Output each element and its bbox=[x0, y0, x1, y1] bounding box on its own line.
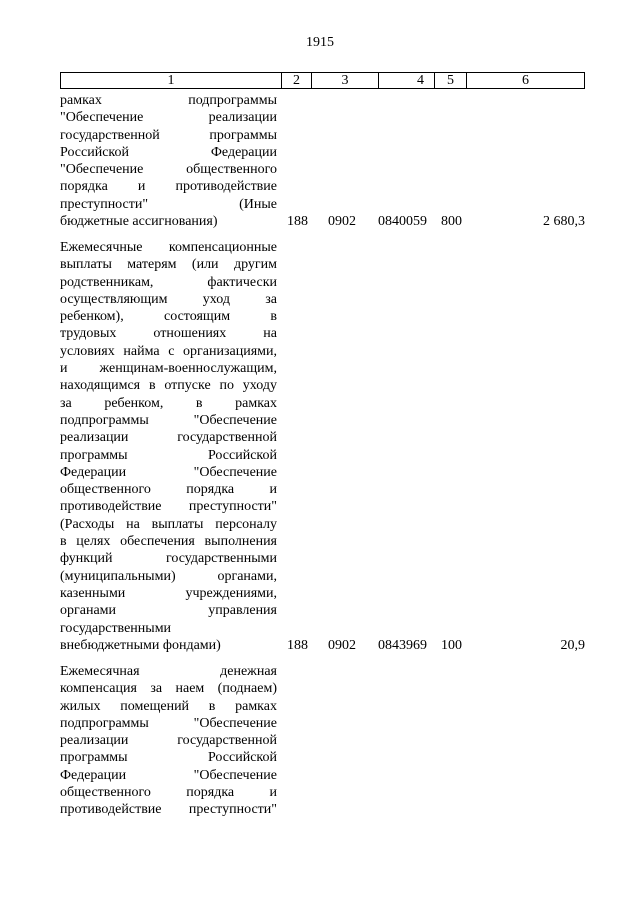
description-line: бюджетные ассигнования) bbox=[60, 214, 218, 230]
table-row bbox=[60, 92, 585, 232]
description-line: осуществляющим уход за bbox=[60, 291, 277, 307]
description-line: рамках подпрограммы bbox=[60, 93, 277, 108]
description-line: противодействие преступности" bbox=[60, 499, 277, 515]
ministry-code: 188 bbox=[287, 638, 308, 653]
table-header-row bbox=[60, 72, 585, 89]
table-row bbox=[60, 239, 585, 655]
description-line: внебюджетными фондами) bbox=[60, 637, 221, 653]
description-line: реализации государственной bbox=[60, 430, 277, 446]
column-number-4: 4 bbox=[378, 73, 462, 88]
description-line: программы Российской bbox=[60, 750, 277, 766]
description-line: условиях найма с организациями, bbox=[60, 343, 277, 359]
ministry-code: 188 bbox=[287, 214, 308, 229]
row-description bbox=[60, 663, 277, 819]
row-description bbox=[60, 92, 277, 230]
description-line: "Обеспечение общественного bbox=[60, 162, 277, 178]
description-line: государственной программы bbox=[60, 127, 277, 143]
description-line: (муниципальными) органами, bbox=[60, 568, 277, 584]
description-line: и женщинам-военнослужащим, bbox=[60, 361, 277, 377]
column-number-6: 6 bbox=[466, 73, 584, 88]
description-line: преступности" (Иные bbox=[60, 196, 277, 212]
row-description bbox=[60, 239, 277, 654]
column-number-1: 1 bbox=[167, 73, 175, 88]
description-line: компенсация за наем (поднаем) bbox=[60, 681, 277, 697]
description-line: Российской Федерации bbox=[60, 144, 277, 160]
description-line: подпрограммы "Обеспечение bbox=[60, 715, 277, 731]
expense-type-code: 100 bbox=[441, 638, 462, 653]
description-line: функций государственными bbox=[60, 551, 277, 567]
column-number-2: 2 bbox=[281, 73, 311, 88]
description-line: родственникам, фактически bbox=[60, 274, 277, 290]
description-line: противодействие преступности" bbox=[60, 802, 277, 818]
expense-type-code: 800 bbox=[441, 214, 462, 229]
description-line: в целях обеспечения выполнения bbox=[60, 534, 277, 550]
amount-value: 20,9 bbox=[560, 638, 585, 653]
description-line: реализации государственной bbox=[60, 733, 277, 749]
description-line: программы Российской bbox=[60, 447, 277, 463]
description-line: за ребенком, в рамках bbox=[60, 395, 277, 411]
description-line: Федерации "Обеспечение bbox=[60, 767, 277, 783]
description-line: "Обеспечение реализации bbox=[60, 110, 277, 126]
section-code: 0902 bbox=[328, 214, 356, 229]
description-line: жилых помещений в рамках bbox=[60, 698, 277, 714]
amount-value: 2 680,3 bbox=[543, 214, 585, 229]
table-row bbox=[60, 663, 585, 823]
description-line: подпрограммы "Обеспечение bbox=[60, 412, 277, 428]
description-line: общественного порядка и bbox=[60, 482, 277, 498]
description-line: трудовых отношениях на bbox=[60, 326, 277, 342]
page-number: 1915 bbox=[306, 35, 334, 50]
column-number-3: 3 bbox=[311, 73, 378, 88]
target-article-code: 0843969 bbox=[378, 638, 427, 653]
description-line: Ежемесячная денежная bbox=[60, 664, 277, 679]
target-article-code: 0840059 bbox=[378, 214, 427, 229]
description-line: Федерации "Обеспечение bbox=[60, 464, 277, 480]
description-line: общественного порядка и bbox=[60, 785, 277, 801]
description-line: государственными bbox=[60, 620, 172, 636]
description-line: порядка и противодействие bbox=[60, 179, 277, 195]
description-line: находящимся в отпуске по уходу bbox=[60, 378, 277, 394]
section-code: 0902 bbox=[328, 638, 356, 653]
description-line: казенными учреждениями, bbox=[60, 585, 277, 601]
description-line: органами управления bbox=[60, 603, 277, 619]
description-line: выплаты матерям (или другим bbox=[60, 257, 277, 273]
description-line: Ежемесячные компенсационные bbox=[60, 240, 277, 255]
column-number-5: 5 bbox=[434, 73, 466, 88]
description-line: ребенком), состоящим в bbox=[60, 309, 277, 325]
description-line: (Расходы на выплаты персоналу bbox=[60, 516, 277, 532]
